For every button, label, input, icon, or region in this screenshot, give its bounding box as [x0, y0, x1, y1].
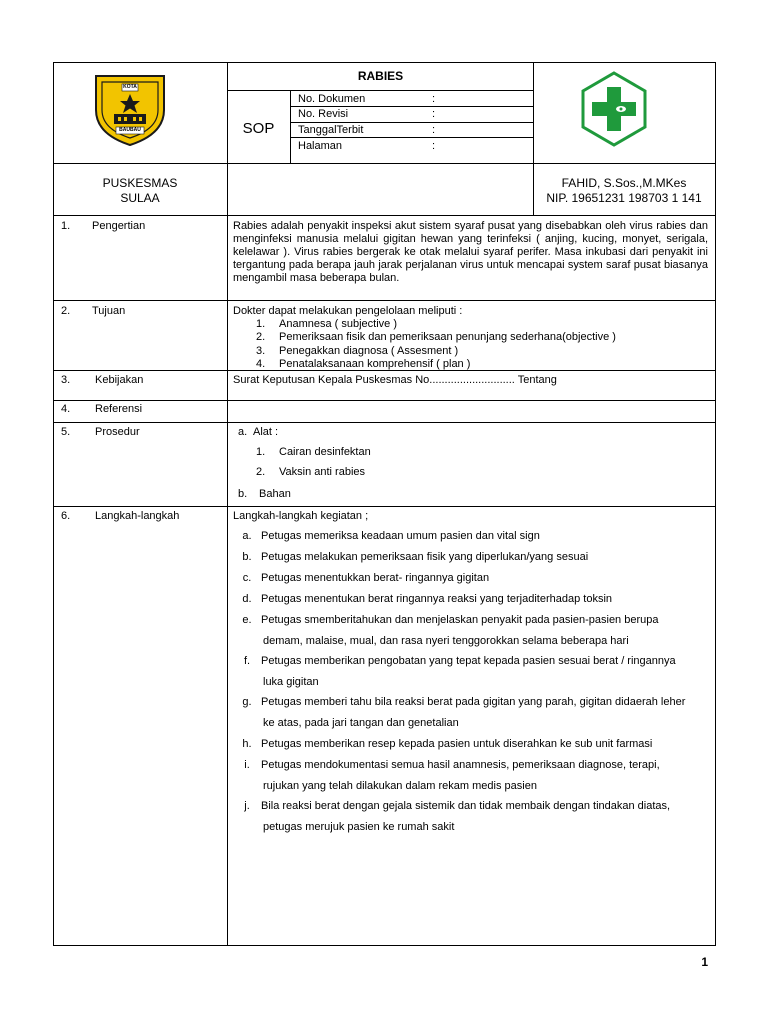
header-row-line	[53, 163, 716, 164]
section-label-prosedur: Prosedur	[95, 426, 140, 438]
step-continuation: rujukan yang telah dilakukan dalam rekam medis pasien	[263, 780, 537, 792]
list-item	[233, 568, 708, 589]
section-number: 4.	[61, 403, 71, 415]
list-item	[233, 734, 708, 755]
step-continuation: demam, malaise, mual, dan rasa nyeri tenggorokkan selama beberapa hari	[263, 635, 629, 647]
list-item: Anamnesa ( subjective )	[279, 318, 397, 330]
org-name-line1: PUSKESMAS	[102, 176, 178, 190]
list-item	[233, 692, 708, 713]
doc-row-line	[290, 137, 533, 138]
step-text: Bila reaksi berat dengan gejala sistemik dan tidak membaik dengan tindakan diatas,	[261, 800, 671, 812]
emblem-text-top: KOTA	[123, 84, 137, 90]
list-letter: b.	[242, 551, 252, 563]
list-letter: i.	[244, 759, 250, 771]
step-text: Petugas menentukkan berat- ringannya gigitan	[261, 572, 490, 584]
step-text: Petugas melakukan pemeriksaan fisik yang diperlukan/yang sesuai	[261, 551, 589, 563]
section-number: 3.	[61, 374, 71, 386]
section-line	[53, 400, 716, 401]
list-number: 2.	[256, 466, 266, 478]
section-number: 2.	[61, 305, 71, 317]
table-border-right	[715, 62, 716, 946]
table-border-bottom	[53, 945, 716, 946]
doc-field-colon: :	[432, 124, 436, 136]
section-label-langkah: Langkah-langkah	[95, 510, 180, 522]
title-underline	[227, 90, 534, 91]
section-line	[53, 422, 716, 423]
list-letter: d.	[242, 593, 252, 605]
step-text: Petugas mendokumentasi semua hasil anamnesis, pemeriksaan diagnose, terapi,	[261, 759, 660, 771]
list-item: Vaksin anti rabies	[279, 466, 366, 478]
step-text: Petugas memberikan pengobatan yang tepat kepada pasien sesuai berat / ringannya	[261, 655, 676, 667]
list-letter: c.	[242, 572, 252, 584]
doc-row-line	[290, 106, 533, 107]
doc-field-colon: :	[432, 93, 436, 105]
step-text: Petugas menentukan berat ringannya reaksi yang terjaditerhadap toksin	[261, 593, 613, 605]
section-label-referensi: Referensi	[95, 403, 143, 415]
list-number: 2.	[256, 331, 266, 343]
page-number: 1	[701, 955, 708, 969]
puskesmas-cross-logo	[579, 70, 649, 148]
list-item	[233, 796, 708, 817]
doc-row-line	[290, 122, 533, 123]
emblem-text-bottom: BAUBAU	[119, 127, 141, 133]
step-text: Petugas smemberitahukan dan menjelaskan penyakit pada pasien-pasien berupa	[261, 614, 659, 626]
list-item	[233, 547, 708, 568]
list-letter: a.	[238, 426, 248, 438]
tujuan-intro: Dokter dapat melakukan pengelolaan meliputi :	[233, 305, 463, 317]
section-line	[53, 506, 716, 507]
list-item	[233, 651, 708, 672]
doc-field-label: No. Dokumen	[298, 93, 366, 105]
list-item	[233, 526, 708, 547]
list-item	[233, 610, 708, 631]
section-label-kebijakan: Kebijakan	[95, 374, 144, 386]
list-number: 4.	[256, 358, 266, 370]
column-divider	[227, 62, 228, 946]
list-letter: a.	[242, 530, 252, 542]
org-name-line2: SULAA	[120, 191, 160, 205]
doc-field-label: No. Revisi	[298, 108, 349, 120]
signer-nip: NIP. 19651231 198703 1 141	[546, 191, 702, 205]
list-letter: f.	[243, 655, 251, 667]
section-label-tujuan: Tujuan	[92, 305, 126, 317]
list-item: Penatalaksanaan komprehensif ( plan )	[279, 358, 471, 370]
header-row-line	[53, 215, 716, 216]
list-number: 1.	[256, 318, 266, 330]
langkah-intro: Langkah-langkah kegiatan ;	[233, 510, 369, 522]
prosedur-bahan: Bahan	[259, 488, 291, 500]
list-letter: e.	[242, 614, 252, 626]
step-text: Petugas memberikan resep kepada pasien untuk diserahkan ke sub unit farmasi	[261, 738, 653, 750]
doc-field-colon: :	[432, 108, 436, 120]
list-item: Penegakkan diagnosa ( Assesment )	[279, 345, 459, 357]
list-item	[233, 755, 708, 776]
section-line	[53, 300, 716, 301]
list-number: 1.	[256, 446, 266, 458]
signer-name: FAHID, S.Sos.,M.MKes	[561, 176, 687, 190]
list-letter: g.	[242, 696, 252, 708]
list-letter: h.	[242, 738, 252, 750]
list-number: 3.	[256, 345, 266, 357]
list-item: Cairan desinfektan	[279, 446, 371, 458]
list-letter: j.	[244, 800, 250, 812]
list-item	[233, 589, 708, 610]
pengertian-text: Rabies adalah penyakit inspeksi akut sistem syaraf pusat yang disebabkan oleh virus rabies dan menginfeksi manusia melalui gigitan hewan yang terinfeksi ( anjing, kucing, monyet, serigala, kelelawar ). Virus rabies bergerak ke otak melalui syaraf perifer. Masa inkubasi dari penyakit ini tergantung pada berapa jauh jarak perjalanan virus untuk mencapai system saraf pusat biasanya mengambil masa beberapa bulan.	[233, 220, 708, 284]
sop-label: SOP	[242, 120, 275, 137]
table-border-top	[53, 62, 716, 63]
doc-field-label: TanggalTerbit	[298, 124, 364, 136]
prosedur-alat: Alat :	[253, 426, 279, 438]
section-number: 5.	[61, 426, 71, 438]
step-continuation: ke atas, pada jari tangan dan genetalian	[263, 717, 459, 729]
step-text: Petugas memberi tahu bila reaksi berat pada gigitan yang parah, gigitan didaerah leher	[261, 696, 686, 708]
doc-field-label: Halaman	[298, 140, 343, 152]
step-continuation: luka gigitan	[263, 676, 319, 688]
sop-divider	[290, 90, 291, 163]
list-item: Pemeriksaan fisik dan pemeriksaan penunjang sederhana(objective )	[279, 331, 616, 343]
step-text: Petugas memeriksa keadaan umum pasien dan vital sign	[261, 530, 540, 542]
section-number: 6.	[61, 510, 71, 522]
list-letter: b.	[238, 488, 248, 500]
section-label-pengertian: Pengertian	[92, 220, 146, 232]
step-continuation: petugas merujuk pasien ke rumah sakit	[263, 821, 455, 833]
kebijakan-text: Surat Keputusan Kepala Puskesmas No............................ Tentang	[233, 374, 557, 386]
city-emblem-logo	[90, 70, 170, 148]
document-title: RABIES	[357, 69, 404, 83]
section-number: 1.	[61, 220, 71, 232]
doc-field-colon: :	[432, 140, 436, 152]
